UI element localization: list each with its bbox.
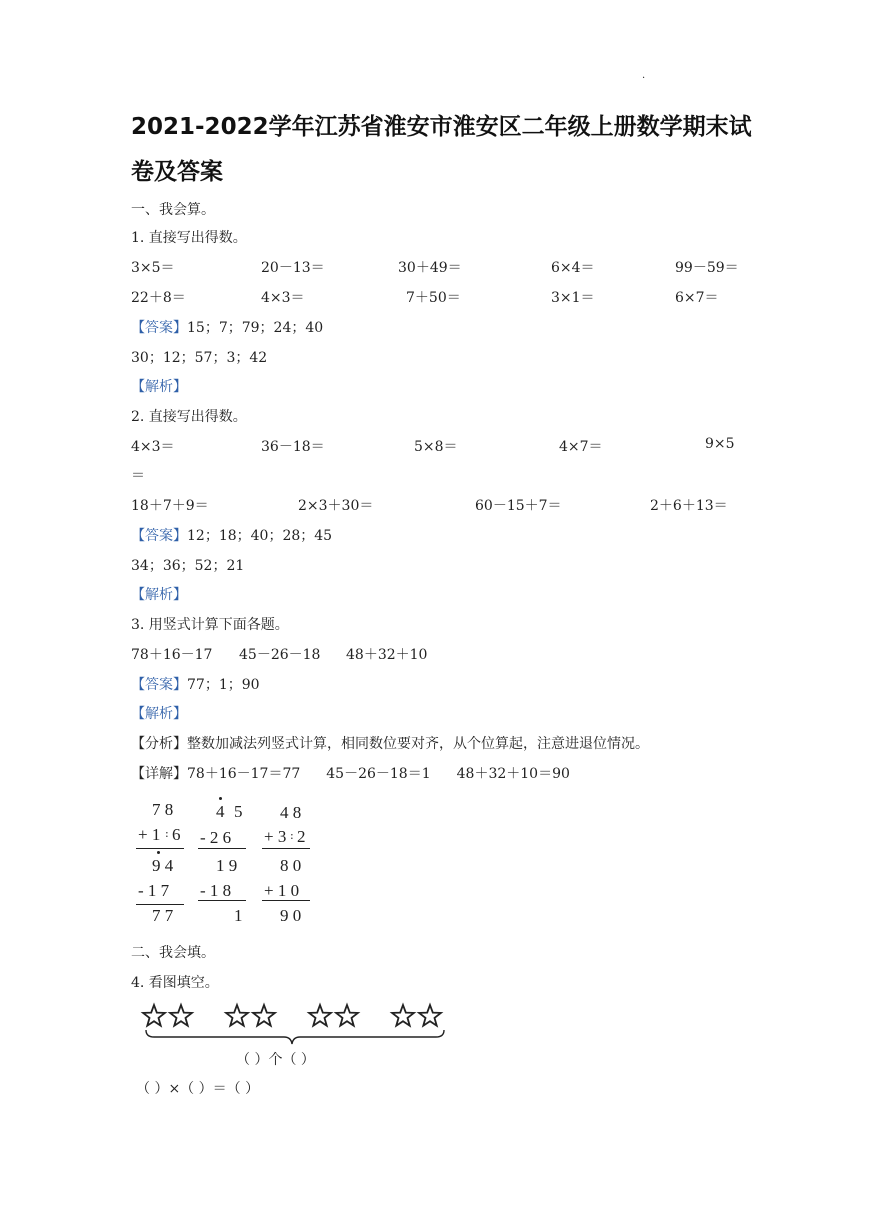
- curly-brace: [146, 1030, 444, 1044]
- vc3-line3: 8 0: [280, 856, 302, 875]
- vc1-borrow-dot: [157, 851, 160, 854]
- page-title-line2: 卷及答案: [131, 159, 223, 185]
- q2-r1-c1: 4×3＝: [131, 439, 175, 455]
- vc3-sep: :: [290, 829, 294, 842]
- star-icon: [253, 1005, 275, 1026]
- vc1-rule1: [136, 848, 184, 849]
- header-mark: .: [642, 70, 646, 81]
- q3-prompt: 3. 用竖式计算下面各题。: [131, 617, 289, 633]
- q1-r1-c1: 3×5＝: [131, 260, 175, 276]
- vc1-line2a: + 1: [138, 825, 161, 844]
- vc2-rule1: [198, 848, 246, 849]
- star-icon: [309, 1005, 331, 1026]
- star-group-4: [392, 1005, 441, 1026]
- q2-answer: [131, 525, 332, 545]
- star-icon: [336, 1005, 358, 1026]
- fenxi-text: 整数加减法列竖式计算，相同数位要对齐，从个位算起，注意进退位情况。: [187, 736, 649, 752]
- q2-analysis-tag: 【解析】: [131, 587, 187, 603]
- page-title-line1: 2021-2022学年江苏省淮安市淮安区二年级上册数学期末试: [131, 114, 752, 140]
- vc3-line2a: + 3: [264, 827, 287, 846]
- vc2-line1b: 5: [234, 802, 243, 821]
- q1-r1-c2: 20－13＝: [261, 260, 325, 276]
- detail-part-3: 48＋32＋10＝90: [456, 766, 570, 782]
- vc1-sep: :: [165, 827, 169, 840]
- vc1-line2b: 6: [172, 825, 181, 844]
- q1-r1-c5: 99－59＝: [675, 260, 739, 276]
- vc3-line2b: 2: [297, 827, 306, 846]
- q1-prompt: 1. 直接写出得数。: [131, 230, 247, 246]
- q1-analysis-tag: 【解析】: [131, 379, 187, 395]
- fenxi-tag: 【分析】: [131, 736, 187, 752]
- answer-text: 12；18；40；28；45: [187, 528, 333, 544]
- q4-prompt: 4. 看图填空。: [131, 975, 219, 991]
- star-icon: [226, 1005, 248, 1026]
- vc3-result: 9 0: [280, 906, 302, 925]
- star-group-2: [226, 1005, 275, 1026]
- star-groups-figure: [136, 1000, 456, 1048]
- q3-detail: [131, 763, 570, 783]
- vc3-rule2: [262, 900, 310, 901]
- q2-r2-c1: 18＋7＋9＝: [131, 498, 209, 514]
- q1-r1-c3: 30＋49＝: [398, 260, 462, 276]
- vc2-borrow-dot: [219, 797, 222, 800]
- star-icon: [419, 1005, 441, 1026]
- q2-r2-c4: 2＋6＋13＝: [650, 498, 728, 514]
- star-icon: [392, 1005, 414, 1026]
- q2-prompt: 2. 直接写出得数。: [131, 409, 247, 425]
- vc2-result: 1: [234, 906, 243, 925]
- vc1-rule2: [136, 904, 184, 905]
- answer-tag: 【答案】: [131, 677, 187, 693]
- q2-r1-c2: 36－18＝: [261, 439, 325, 455]
- section-heading-2: 二、我会填。: [131, 945, 215, 961]
- star-group-1: [143, 1005, 192, 1026]
- q3-answer: [131, 674, 260, 694]
- q3-fenxi: [131, 733, 649, 753]
- section-heading-1: 一、我会算。: [131, 202, 215, 218]
- q1-answer: [131, 317, 323, 337]
- detail-part-1: 78＋16－17＝77: [187, 766, 301, 782]
- q1-r2-c4: 3×1＝: [551, 290, 595, 306]
- q2-r2-c3: 60－15＋7＝: [475, 498, 562, 514]
- q3-problem-1: 78＋16－17: [131, 647, 213, 663]
- q1-r2-c2: 4×3＝: [261, 290, 305, 306]
- detail-part-2: 45－26－18＝1: [326, 766, 431, 782]
- answer-text: 77；1；90: [187, 677, 260, 693]
- q2-answer-line2: 34；36；52；21: [131, 558, 245, 574]
- q2-r2-c2: 2×3＋30＝: [298, 498, 374, 514]
- q2-r1-c5: 9×5: [705, 436, 735, 452]
- q4-equation: （ ）×（ ）＝（ ）: [136, 1081, 260, 1097]
- q1-answer-line2: 30；12；57；3；42: [131, 350, 268, 366]
- vc1-line3: 9 4: [152, 856, 174, 875]
- vc3-line1: 4 8: [280, 803, 302, 822]
- vc1-line1: 7 8: [152, 800, 174, 819]
- star-icon: [170, 1005, 192, 1026]
- q2-r1-wrap: ＝: [131, 468, 145, 484]
- vc3-line4: + 1 0: [264, 881, 300, 900]
- q1-r2-c1: 22＋8＝: [131, 290, 186, 306]
- vc2-rule2: [198, 900, 246, 901]
- q1-r1-c4: 6×4＝: [551, 260, 595, 276]
- vc1-result: 7 7: [152, 906, 174, 925]
- vc1-line4: - 1 7: [138, 881, 170, 900]
- star-group-3: [309, 1005, 358, 1026]
- vc2-line4: - 1 8: [200, 881, 232, 900]
- vc2-line1a: 4: [216, 802, 225, 821]
- detail-tag: 【详解】: [131, 766, 187, 782]
- q4-brace-label: （ ）个（ ）: [236, 1052, 315, 1068]
- q1-r2-c5: 6×7＝: [675, 290, 719, 306]
- q2-r1-c4: 4×7＝: [559, 439, 603, 455]
- q1-r2-c3: 7＋50＝: [406, 290, 461, 306]
- vc3-rule1: [262, 848, 310, 849]
- vc2-line3: 1 9: [216, 856, 238, 875]
- q3-analysis-tag: 【解析】: [131, 706, 187, 722]
- answer-tag: 【答案】: [131, 528, 187, 544]
- answer-text: 15；7；79；24；40: [187, 320, 324, 336]
- star-icon: [143, 1005, 165, 1026]
- q3-problem-3: 48＋32＋10: [346, 647, 428, 663]
- answer-tag: 【答案】: [131, 320, 187, 336]
- vc2-line2: - 2 6: [200, 828, 232, 847]
- q2-r1-c3: 5×8＝: [414, 439, 458, 455]
- q3-problem-2: 45－26－18: [239, 647, 321, 663]
